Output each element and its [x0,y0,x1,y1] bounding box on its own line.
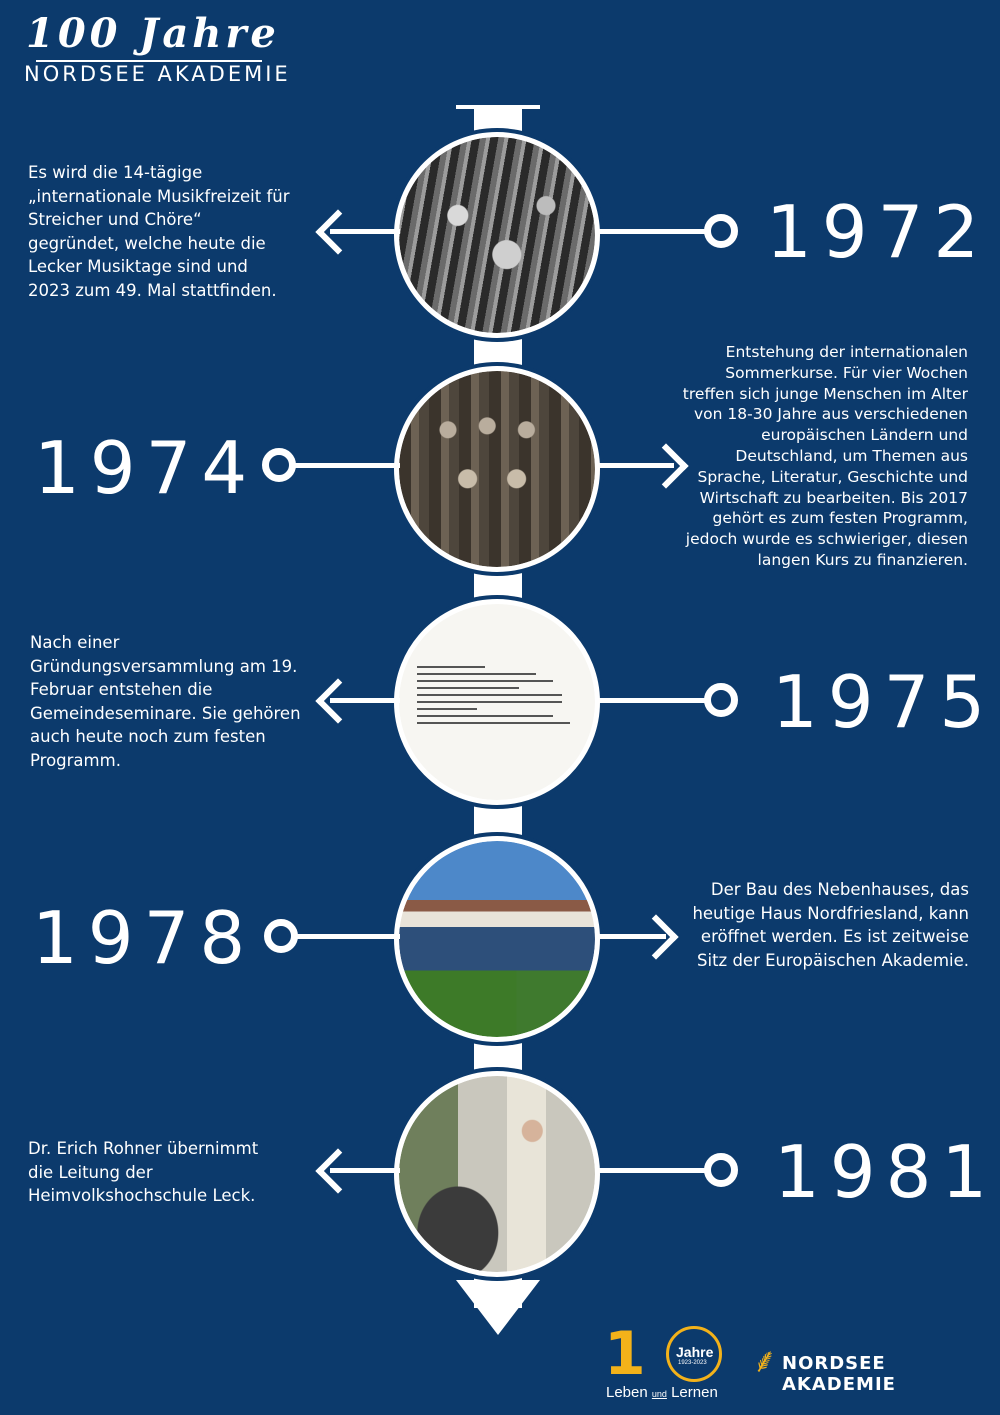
timeline-node-icon [704,1153,738,1187]
photo-circle-1972 [394,132,600,338]
description-1972: Es wird die 14-tägige „internationale Musikfreizeit für Streicher und Chöre“ gegründet, welche heute die Lecker Musiktage sind und 2023 zum 49. Mal stattfinden. [28,163,290,300]
arrow-right-icon [633,914,678,959]
year-1972: 1972 [766,190,990,274]
orchestra-photo [399,137,595,333]
year-1974: 1974 [34,426,258,510]
year-1978: 1978 [32,896,256,980]
description-1975: Nach einer Gründungsversammlung am 19. Februar entstehen die Gemeindeseminare. Sie gehören auch heute noch zum festen Programm. [30,633,301,770]
description-1974: Entstehung der internationalen Sommerkurse. Für vier Wochen treffen sich junge Menschen im Alter von 18-30 Jahre aus verschiedenen europäischen Ländern und Deutschland, um Themen aus Sprache, Literatur, Geschichte und Wirtschaft zu bearbeiten. Bis 2017 gehört es zum festen Programm, jedoch wurde es schwieriger, diesen langen Kurs zu finanzieren. [682,343,968,569]
slogan-mid: und [651,1389,667,1399]
connector-left-1978 [282,934,400,939]
footer-org-name: NORDSEE AKADEMIE [782,1353,896,1395]
slogan [606,1384,718,1401]
header-org-name: NORDSEE AKADEMIE [24,62,291,86]
arrow-left-icon [315,1148,360,1193]
jubilee-number: 1 [604,1319,646,1389]
slogan-left: Leben [606,1384,648,1401]
arrow-left-icon [315,678,360,723]
photo-circle-1978 [394,836,600,1042]
connector-left-1974 [280,463,400,468]
description-1981: Dr. Erich Rohner übernimmt die Leitung der Heimvolkshochschule Leck. [28,1139,259,1205]
anniversary-script-title: 100 Jahre [26,10,280,57]
timeline-spine-tip [456,1280,540,1335]
timeline-node-icon [704,214,738,248]
connector-right-1975 [596,698,714,703]
year-1981: 1981 [774,1130,998,1214]
photo-circle-1975 [394,599,600,805]
building-photo [399,841,595,1037]
year-1975: 1975 [772,660,996,744]
arrow-left-icon [315,209,360,254]
seahorse-icon: ⸙ [752,1342,778,1380]
document-photo [399,604,595,800]
jubilee-word: Jahre [676,1344,714,1360]
connector-right-1981 [596,1168,714,1173]
description-1978: Der Bau des Nebenhauses, das heutige Haus Nordfriesland, kann eröffnet werden. Es ist zeitweise Sitz der Europäischen Akademie. [692,880,969,970]
jubilee-years: 1923-2023 [678,1360,707,1366]
timeline-node-icon [262,448,296,482]
timeline-node-icon [264,919,298,953]
jubilee-logo [604,1319,729,1406]
connector-right-1972 [596,229,714,234]
timeline-node-icon [704,683,738,717]
photo-circle-1974 [394,366,600,572]
group-photo [399,371,595,567]
classroom-photo [399,1076,595,1272]
slogan-right: Lernen [671,1384,718,1401]
photo-circle-1981 [394,1071,600,1277]
